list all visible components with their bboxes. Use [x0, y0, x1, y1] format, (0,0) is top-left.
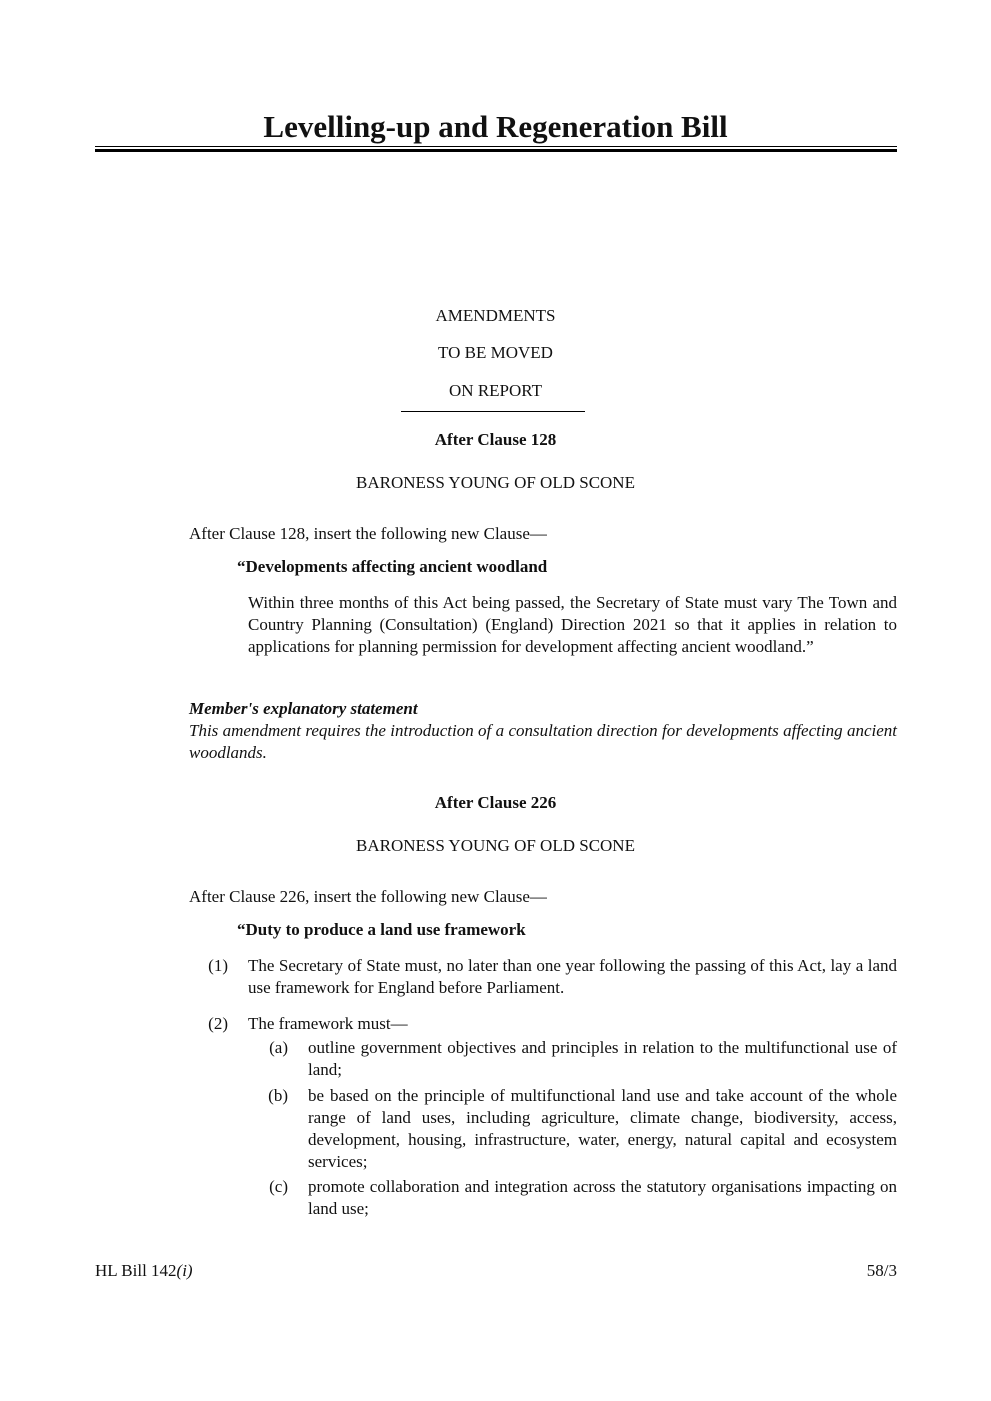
page-title: Levelling-up and Regeneration Bill — [263, 109, 728, 144]
explanatory-statement: This amendment requires the introduction of a consultation direction for developments affecting ancient woodlands. — [189, 721, 897, 762]
subsection-text: The framework must— — [248, 1014, 408, 1033]
header-rule — [401, 411, 585, 412]
header-on-report: ON REPORT — [449, 381, 542, 400]
subsection-number: (2) — [208, 1014, 228, 1033]
subsection-number: (1) — [208, 956, 228, 975]
clause-title: “Duty to produce a land use framework — [237, 920, 526, 939]
amendment-instruction: After Clause 128, insert the following new Clause— — [189, 524, 547, 543]
title-rule-thick — [95, 149, 897, 152]
footer-bill-reference — [95, 1260, 193, 1282]
amendment-member: BARONESS YOUNG OF OLD SCONE — [356, 473, 635, 492]
amendment-heading: After Clause 226 — [434, 793, 557, 812]
header-amendments: AMENDMENTS — [435, 306, 556, 325]
bill-ref: HL Bill 142 — [95, 1261, 177, 1280]
clause-title: “Developments affecting ancient woodland — [237, 557, 548, 576]
explanatory-statement-label: Member's explanatory statement — [189, 699, 418, 718]
paragraph-letter: (a) — [269, 1038, 288, 1057]
footer-page-reference: 58/3 — [866, 1261, 897, 1280]
paragraph-text: outline government objectives and principles in relation to the multifunctional use of land; — [308, 1038, 897, 1079]
paragraph-text: be based on the principle of multifunctional land use and take account of the whole range of land uses, including agriculture, climate change, biodiversity, access, development, housing, infrastructure, water, energy, natural capital and ecosystem services; — [308, 1086, 897, 1171]
amendment-heading: After Clause 128 — [434, 430, 557, 449]
bill-ref-suffix: (i) — [176, 1261, 193, 1280]
paragraph-text: promote collaboration and integration across the statutory organisations impacting on land use; — [308, 1177, 897, 1218]
subsection-text: The Secretary of State must, no later than one year following the passing of this Act, lay a land use framework for England before Parliament. — [248, 956, 897, 997]
title-rule — [95, 146, 897, 147]
paragraph-letter: (b) — [268, 1086, 288, 1105]
amendment-member: BARONESS YOUNG OF OLD SCONE — [356, 836, 635, 855]
amendment-instruction: After Clause 226, insert the following new Clause— — [189, 887, 547, 906]
header-to-be-moved: TO BE MOVED — [438, 343, 553, 362]
clause-text: Within three months of this Act being passed, the Secretary of State must vary The Town and Country Planning (Consultation) (England) Direction 2021 so that it applies in relation to applications for planning permission for development affecting ancient woodland.” — [248, 593, 897, 656]
paragraph-letter: (c) — [269, 1177, 288, 1196]
